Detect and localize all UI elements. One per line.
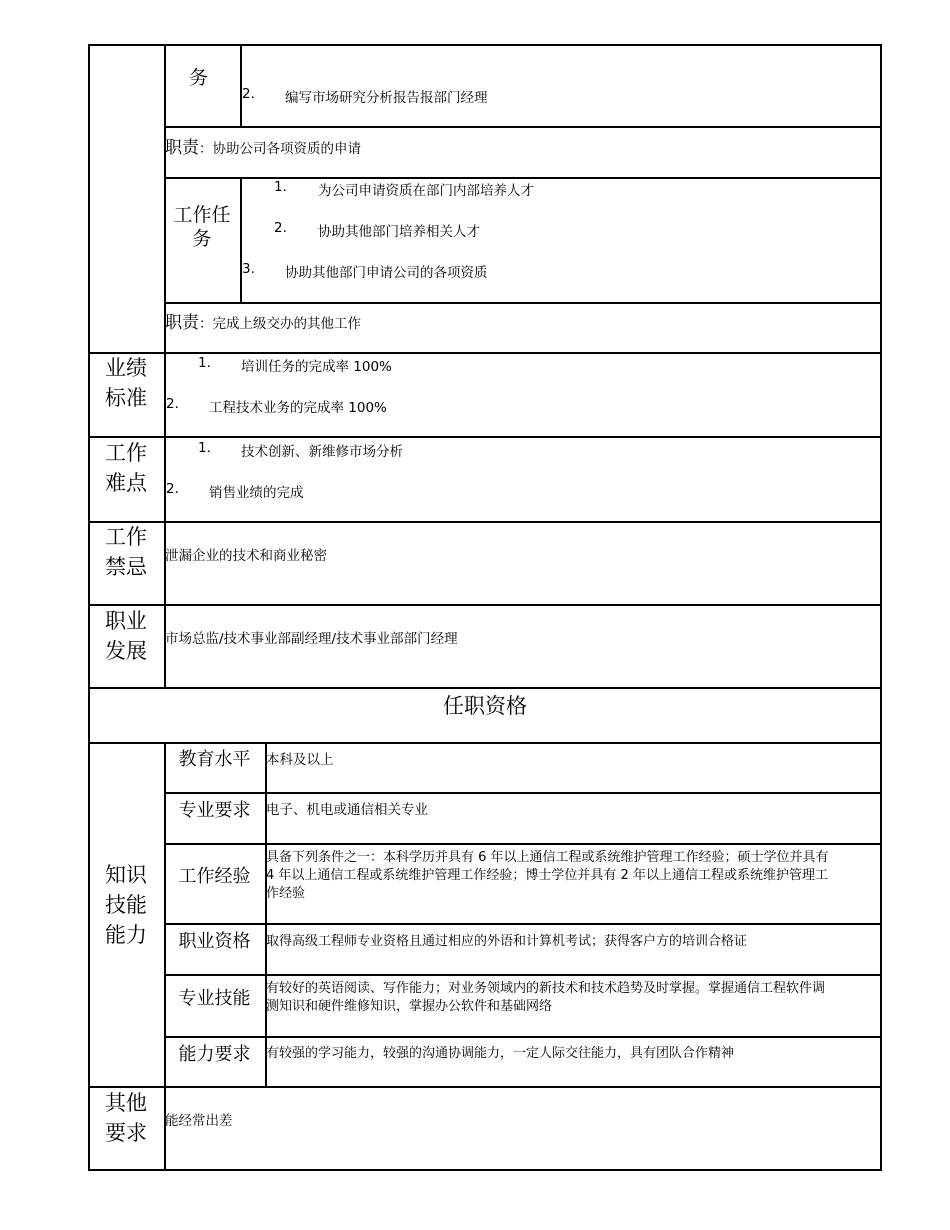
- task-item-number: 2.: [242, 86, 255, 102]
- task-item-text: 为公司申请资质在部门内部培养人才: [318, 183, 534, 199]
- taboo-label: [88, 522, 164, 582]
- row-divider: [164, 1036, 882, 1038]
- task-item-number: 1.: [274, 179, 287, 195]
- performance-label: [88, 353, 164, 413]
- row-divider: [164, 843, 882, 845]
- education-value: 本科及以上: [266, 752, 334, 768]
- row-divider: [164, 923, 882, 925]
- row-divider: [88, 436, 882, 438]
- career-label-line: 发展: [105, 639, 147, 663]
- difficulty-label-line: 难点: [105, 471, 147, 495]
- difficulty-item-number: 1.: [198, 440, 211, 456]
- row-divider: [88, 742, 882, 744]
- skills-value-line: 测知识和硬件维修知识，掌握办公软件和基础网络: [266, 999, 553, 1014]
- duty-row: [165, 308, 361, 333]
- task-item-number: 2.: [274, 220, 287, 236]
- duty-prefix: 职责: [165, 313, 199, 333]
- major-label: 专业要求: [178, 800, 251, 821]
- taboo-text: 泄漏企业的技术和商业秘密: [165, 548, 327, 564]
- difficulty-label: [88, 438, 164, 498]
- group-label-line: 知识: [105, 863, 147, 887]
- row-divider: [88, 604, 882, 606]
- education-label: 教育水平: [178, 749, 251, 770]
- performance-item-text: 培训任务的完成率 100%: [241, 359, 392, 375]
- column-divider: [240, 177, 242, 302]
- qualification-title: 任职资格: [443, 694, 527, 718]
- taboo-label-line: 禁忌: [105, 555, 147, 579]
- experience-value-line: 作经验: [266, 886, 306, 901]
- duty-colon: ：: [199, 141, 213, 157]
- certificate-value: 取得高级工程师专业资格且通过相应的外语和计算机考试；获得客户方的培训合格证: [266, 934, 748, 949]
- other-label-line: 其他: [105, 1091, 147, 1115]
- difficulty-label-line: 工作: [105, 441, 147, 465]
- duty-row: [165, 133, 361, 158]
- row-divider: [88, 521, 882, 523]
- difficulty-item-text: 销售业绩的完成: [209, 485, 304, 501]
- taboo-label-line: 工作: [105, 525, 147, 549]
- task-label: 务: [189, 67, 209, 89]
- other-text: 能经常出差: [165, 1113, 233, 1129]
- table-border-top: [88, 44, 882, 46]
- table-border-bottom: [88, 1169, 882, 1171]
- performance-label-line: 业绩: [105, 356, 147, 380]
- skills-label: 专业技能: [178, 988, 251, 1009]
- task-item-number: 3.: [242, 261, 255, 277]
- duty-prefix: 职责: [165, 138, 199, 158]
- task-item-text: 协助其他部门申请公司的各项资质: [285, 265, 488, 281]
- performance-item-number: 2.: [166, 396, 179, 412]
- row-divider: [164, 792, 882, 794]
- performance-item-text: 工程技术业务的完成率 100%: [209, 400, 387, 416]
- experience-label: 工作经验: [178, 866, 251, 887]
- major-value: 电子、机电或通信相关专业: [266, 802, 428, 818]
- duty-text: 完成上级交办的其他工作: [212, 316, 361, 332]
- row-divider: [164, 302, 882, 304]
- task-item-text: 编写市场研究分析报告报部门经理: [285, 90, 488, 106]
- other-label: [88, 1088, 164, 1148]
- tasks-label: [164, 203, 240, 251]
- table-border-right: [880, 44, 882, 1170]
- difficulty-item-number: 2.: [166, 481, 179, 497]
- ability-label: 能力要求: [178, 1044, 251, 1065]
- certificate-label: 职业资格: [178, 931, 251, 952]
- group-label-line: 能力: [105, 923, 147, 947]
- career-label-line: 职业: [105, 609, 147, 633]
- knowledge-skill-ability-label: [88, 860, 164, 950]
- difficulty-item-text: 技术创新、新维修市场分析: [241, 444, 403, 460]
- performance-item-number: 1.: [198, 355, 211, 371]
- duty-colon: ：: [199, 316, 213, 332]
- performance-label-line: 标准: [105, 386, 147, 410]
- tasks-label-line: 务: [192, 228, 212, 250]
- skills-value-line: 有较好的英语阅读、写作能力；对业务领域内的新技术和技术趋势及时掌握。掌握通信工程软件调: [266, 981, 826, 996]
- career-text: 市场总监/技术事业部副经理/技术事业部部门经理: [165, 631, 458, 647]
- group-label-line: 技能: [105, 893, 147, 917]
- tasks-label-line: 工作任: [173, 204, 231, 226]
- experience-value-line: 具备下列条件之一：本科学历并具有 6 年以上通信工程或系统维护管理工作经验；硕士学位并具有: [266, 850, 829, 865]
- other-label-line: 要求: [105, 1121, 147, 1145]
- ability-value: 有较强的学习能力，较强的沟通协调能力，一定人际交往能力，具有团队合作精神: [266, 1046, 735, 1061]
- row-divider: [88, 352, 882, 354]
- row-divider: [88, 687, 882, 689]
- career-label: [88, 606, 164, 666]
- row-divider: [164, 974, 882, 976]
- task-item-text: 协助其他部门培养相关人才: [318, 224, 480, 240]
- experience-value-line: 4 年以上通信工程或系统维护管理工作经验；博士学位并具有 2 年以上通信工程或系统维护管理工: [266, 868, 828, 883]
- row-divider: [164, 126, 882, 128]
- duty-text: 协助公司各项资质的申请: [212, 141, 361, 157]
- row-divider: [88, 1086, 882, 1088]
